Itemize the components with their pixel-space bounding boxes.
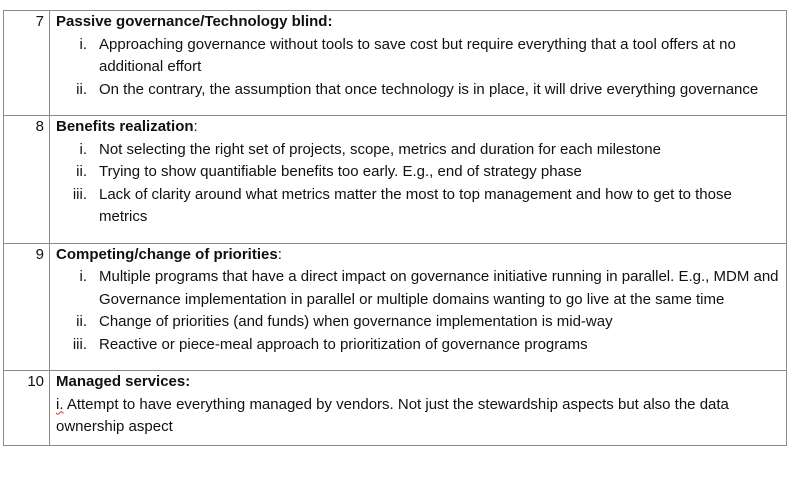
list-item xyxy=(56,34,780,79)
list-marker: i. xyxy=(79,268,87,285)
list-item-text: Trying to show quantifiable benefits too early. E.g., end of strategy phase xyxy=(99,163,582,180)
row-heading: Managed services: xyxy=(56,373,191,390)
list-item-text: Approaching governance without tools to save cost but require everything that a tool offers at no additional effort xyxy=(99,35,736,75)
roman-list xyxy=(56,266,780,356)
list-item xyxy=(56,139,780,162)
list-item xyxy=(56,79,780,102)
roman-list xyxy=(56,34,780,102)
table-row xyxy=(4,11,787,116)
list-item-text: Not selecting the right set of projects, scope, metrics and duration for each milestone xyxy=(99,140,661,158)
list-item-text: Reactive or piece-meal approach to prioritization of governance programs xyxy=(99,335,588,353)
row-content xyxy=(50,11,787,116)
roman-list xyxy=(56,139,780,229)
list-item xyxy=(56,184,780,229)
list-marker: ii. xyxy=(76,313,87,330)
list-marker: ii. xyxy=(76,80,87,98)
list-item-text: Change of priorities (and funds) when governance implementation is mid-way xyxy=(99,313,613,330)
spellcheck-marker: i. xyxy=(56,395,64,413)
row-heading: Benefits realization: xyxy=(56,118,198,135)
row-heading: Passive governance/Technology blind: xyxy=(56,13,333,30)
list-item-text: Lack of clarity around what metrics matter the most to top management and how to get to those metrics xyxy=(99,185,732,225)
row-heading: Competing/change of priorities: xyxy=(56,245,282,263)
list-item-text: On the contrary, the assumption that once technology is in place, it will drive everything governance xyxy=(99,80,759,98)
row-content xyxy=(50,243,787,371)
list-item xyxy=(56,266,780,311)
list-item-text: Multiple programs that have a direct impact on governance initiative running in parallel. E.g., MDM and Governance implementation in parallel or multiple domains wanting to go live at the same time xyxy=(99,268,779,308)
row-number: 9 xyxy=(4,243,50,371)
list-item xyxy=(56,334,780,357)
row-number: 7 xyxy=(4,11,50,116)
plain-item-text: Attempt to have everything managed by vendors. Not just the stewardship aspects but also the data ownership aspect xyxy=(56,395,729,435)
list-marker: iii. xyxy=(72,185,87,203)
list-marker: iii. xyxy=(72,335,87,353)
row-number: 8 xyxy=(4,116,50,244)
table-row xyxy=(4,243,787,371)
risk-table xyxy=(3,10,787,446)
row-number: 10 xyxy=(4,371,50,446)
list-marker: i. xyxy=(79,140,87,158)
list-marker: i. xyxy=(79,35,87,53)
row-content xyxy=(50,116,787,244)
table-row xyxy=(4,371,787,446)
list-item xyxy=(56,161,780,184)
plain-item xyxy=(56,394,780,439)
list-item xyxy=(56,311,780,334)
list-marker: ii. xyxy=(76,163,87,180)
table-row xyxy=(4,116,787,244)
row-content xyxy=(50,371,787,446)
